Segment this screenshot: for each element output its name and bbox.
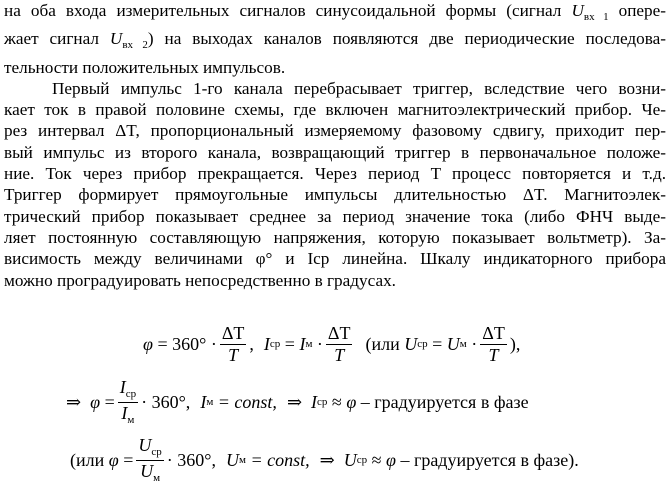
denominator: T: [334, 344, 345, 365]
phi-symbol: φ: [90, 391, 101, 412]
text-fragment: = const,: [217, 391, 277, 412]
numerator: ΔT: [482, 322, 505, 343]
text-line: тельности положительных импульсов.: [4, 57, 286, 77]
subscript-in2: вх 2: [122, 39, 148, 52]
subscript-max: м: [459, 338, 467, 350]
text-line: Триггер формирует прямоугольные импульсы длительностью ΔT. Магнитоэлек-: [4, 185, 666, 205]
paragraph-2: [4, 78, 666, 291]
numerator: [118, 378, 138, 403]
text-fragment: опере-: [618, 1, 667, 20]
phi-symbol: φ: [385, 449, 396, 470]
fraction-dt-over-t: [220, 324, 247, 365]
subscript-avg: ср: [417, 338, 428, 350]
current-symbol: I: [299, 333, 306, 354]
text-fragment: жает сигнал: [4, 29, 99, 49]
text-fragment: – градуируется в фазе: [360, 391, 529, 412]
fraction-uavg-over-um: [136, 436, 163, 484]
text-line: рез интервал ΔT, пропорциональный измеряемому фазовому сдвигу, приходит пер-: [4, 121, 666, 141]
implies-symbol: ⇒: [286, 391, 303, 412]
subscript-avg: ср: [125, 387, 137, 400]
phi-symbol: φ: [143, 333, 153, 354]
text-fragment: ) на выходах каналов появляются две периодические последова-: [147, 29, 666, 49]
implies-symbol: ⇒: [319, 449, 335, 470]
text-fragment: ),: [509, 333, 521, 354]
voltage-symbol: U: [343, 449, 357, 470]
text-fragment: – градуируется в фазе).: [400, 449, 579, 470]
text-line: [4, 0, 666, 28]
text-line: висимость между величинами φ° и Iср линейна. Шкалу индикаторного прибора: [4, 249, 666, 269]
implies-symbol: ⇒: [66, 391, 82, 412]
subscript-in1: вх 1: [583, 11, 609, 23]
current-symbol: I: [200, 391, 207, 412]
denominator: T: [488, 344, 499, 365]
operator: =: [123, 449, 134, 470]
operator: =: [104, 391, 115, 412]
symbol-u: U: [571, 1, 584, 20]
subscript-max: м: [153, 471, 161, 484]
numerator: ΔT: [327, 322, 351, 343]
text-fragment: (или: [365, 333, 400, 354]
text-line: вый импульс из второго канала, возвращающий триггер в первоначальное положе-: [4, 142, 666, 162]
operator: ·: [316, 333, 323, 354]
fraction-dt-over-t: [480, 324, 507, 365]
text-fragment: · 360°,: [141, 391, 191, 412]
voltage-symbol: U: [138, 434, 152, 455]
voltage-symbol: U: [140, 460, 154, 481]
denominator: [119, 403, 136, 427]
current-symbol: I: [119, 376, 126, 397]
operator: ≈: [371, 449, 382, 470]
text-line: Первый импульс 1-го канала перебрасывает триггер, вследствие чего возни-: [52, 78, 666, 98]
subscript-max: м: [238, 454, 246, 466]
subscript-avg: ср: [151, 445, 162, 458]
text-line: ляет постоянную составляющую напряжения, которую показывает вольтметр). За-: [4, 227, 666, 247]
subscript-max: м: [206, 396, 214, 408]
text-line: трический прибор показывает среднее за период значение тока (либо ФНЧ выде-: [4, 206, 666, 226]
fraction-iavg-over-im: [118, 378, 138, 426]
voltage-symbol: U: [404, 333, 418, 354]
voltage-symbol: U: [446, 333, 460, 354]
symbol-u: U: [109, 29, 123, 49]
subscript-avg: ср: [317, 396, 328, 408]
subscript-max: м: [127, 413, 135, 426]
current-symbol: I: [121, 402, 128, 423]
formula-2: [0, 376, 672, 428]
text-line: кает ток в правой половине схемы, где включен магнитоэлектрический прибор. Че-: [4, 100, 666, 120]
text-line: [4, 28, 666, 56]
subscript-avg: ср: [269, 338, 281, 350]
operator: ≈: [331, 391, 342, 412]
text-fragment: = const,: [250, 449, 310, 470]
current-symbol: I: [311, 391, 318, 412]
operator: = 360° ·: [157, 333, 217, 354]
formula-3: [0, 434, 672, 486]
fraction-dt-over-t: [326, 324, 353, 365]
phi-symbol: φ: [108, 449, 119, 470]
numerator: [136, 436, 163, 461]
text-fragment: (или: [70, 449, 105, 470]
current-symbol: I: [263, 333, 270, 354]
numerator: ΔT: [221, 322, 245, 343]
subscript-avg: ср: [356, 454, 368, 466]
operator: =: [432, 333, 443, 354]
text-line: можно проградуировать непосредственно в градусах.: [4, 270, 396, 290]
voltage-symbol: U: [225, 449, 239, 470]
text-fragment: · 360°,: [166, 449, 216, 470]
subscript-max: м: [305, 338, 313, 350]
text-fragment: на оба входа измерительных сигналов синусоидальной формы (сигнал: [4, 1, 562, 20]
operator: ·: [471, 333, 478, 354]
text-line: ние. Ток через прибор прекращается. Через период T процесс повторяется и т.д.: [4, 164, 666, 184]
phi-symbol: φ: [346, 391, 357, 412]
paragraph-1: [4, 0, 666, 78]
operator: =: [284, 333, 295, 354]
denominator: [138, 461, 162, 485]
formula-1: φ = 360° · $\frac{\Delta T}{T}$ , I ср = I м · $\frac{\Delta T}{T}$ (или U ср = U м · $\frac{\Delta T}{T}$ ),: [143, 322, 521, 365]
denominator: T: [228, 344, 239, 365]
